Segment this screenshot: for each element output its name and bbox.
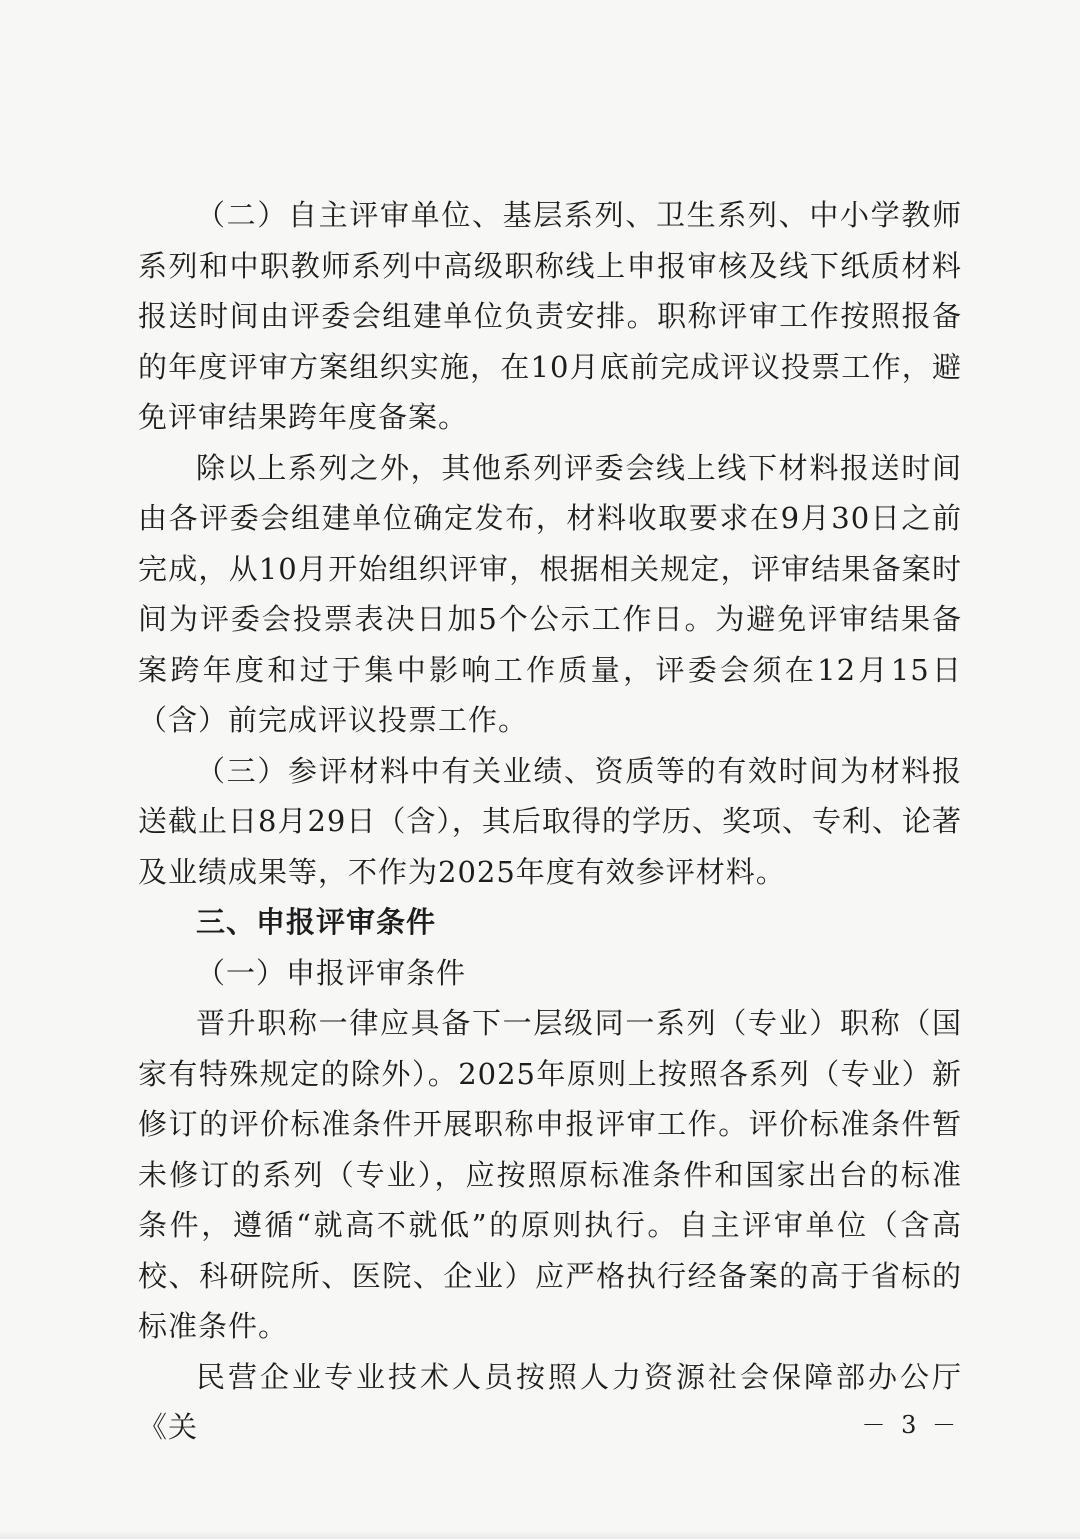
paragraph-promotion-requirements: 晋升职称一律应具备下一层级同一系列（专业）职称（国家有特殊规定的除外）。2025年原则上按照各系列（专业）新修订的评价标准条件开展职称申报评审工作。评价标准条件暂未修订的系列（专业），应按照原标准条件和国家出台的标准条件，遵循“就高不就低”的原则执行。自主评审单位（含高校、科研院所、医院、企业）应严格执行经备案的高于省标的标准条件。 — [138, 1006, 962, 1343]
document-body — [138, 190, 962, 1453]
page-edge-shadow — [0, 1531, 1080, 1539]
page-number: － 3 － — [861, 1411, 960, 1439]
paragraph-other-series-schedule: 除以上系列之外，其他系列评委会线上线下材料报送时间由各评委会组建单位确定发布，材料收取要求在9月30日之前完成，从10月开始组织评审，根据相关规定，评审结果备案时间为评委会投票表决日加5个公示工作日。为避免评审结果备案跨年度和过于集中影响工作质量，评委会须在12月15日（含）前完成评议投票工作。 — [138, 450, 962, 737]
paragraph-private-enterprise: 民营企业专业技术人员按照人力资源社会保障部办公厅《关 — [138, 1359, 962, 1444]
paragraph-material-validity: （三）参评材料中有关业绩、资质等的有效时间为材料报送截止日8月29日（含），其后取得的学历、奖项、专利、论著及业绩成果等，不作为2025年度有效参评材料。 — [138, 753, 962, 889]
subsection-heading-review-conditions: （一）申报评审条件 — [196, 955, 467, 990]
paragraph-self-review-units: （二）自主评审单位、基层系列、卫生系列、中小学教师系列和中职教师系列中高级职称线上申报审核及线下纸质材料报送时间由评委会组建单位负责安排。职称评审工作按照报备的年度评审方案组织实施，在10月底前完成评议投票工作，避免评审结果跨年度备案。 — [138, 198, 962, 434]
section-heading-review-conditions: 三、申报评审条件 — [196, 905, 437, 939]
